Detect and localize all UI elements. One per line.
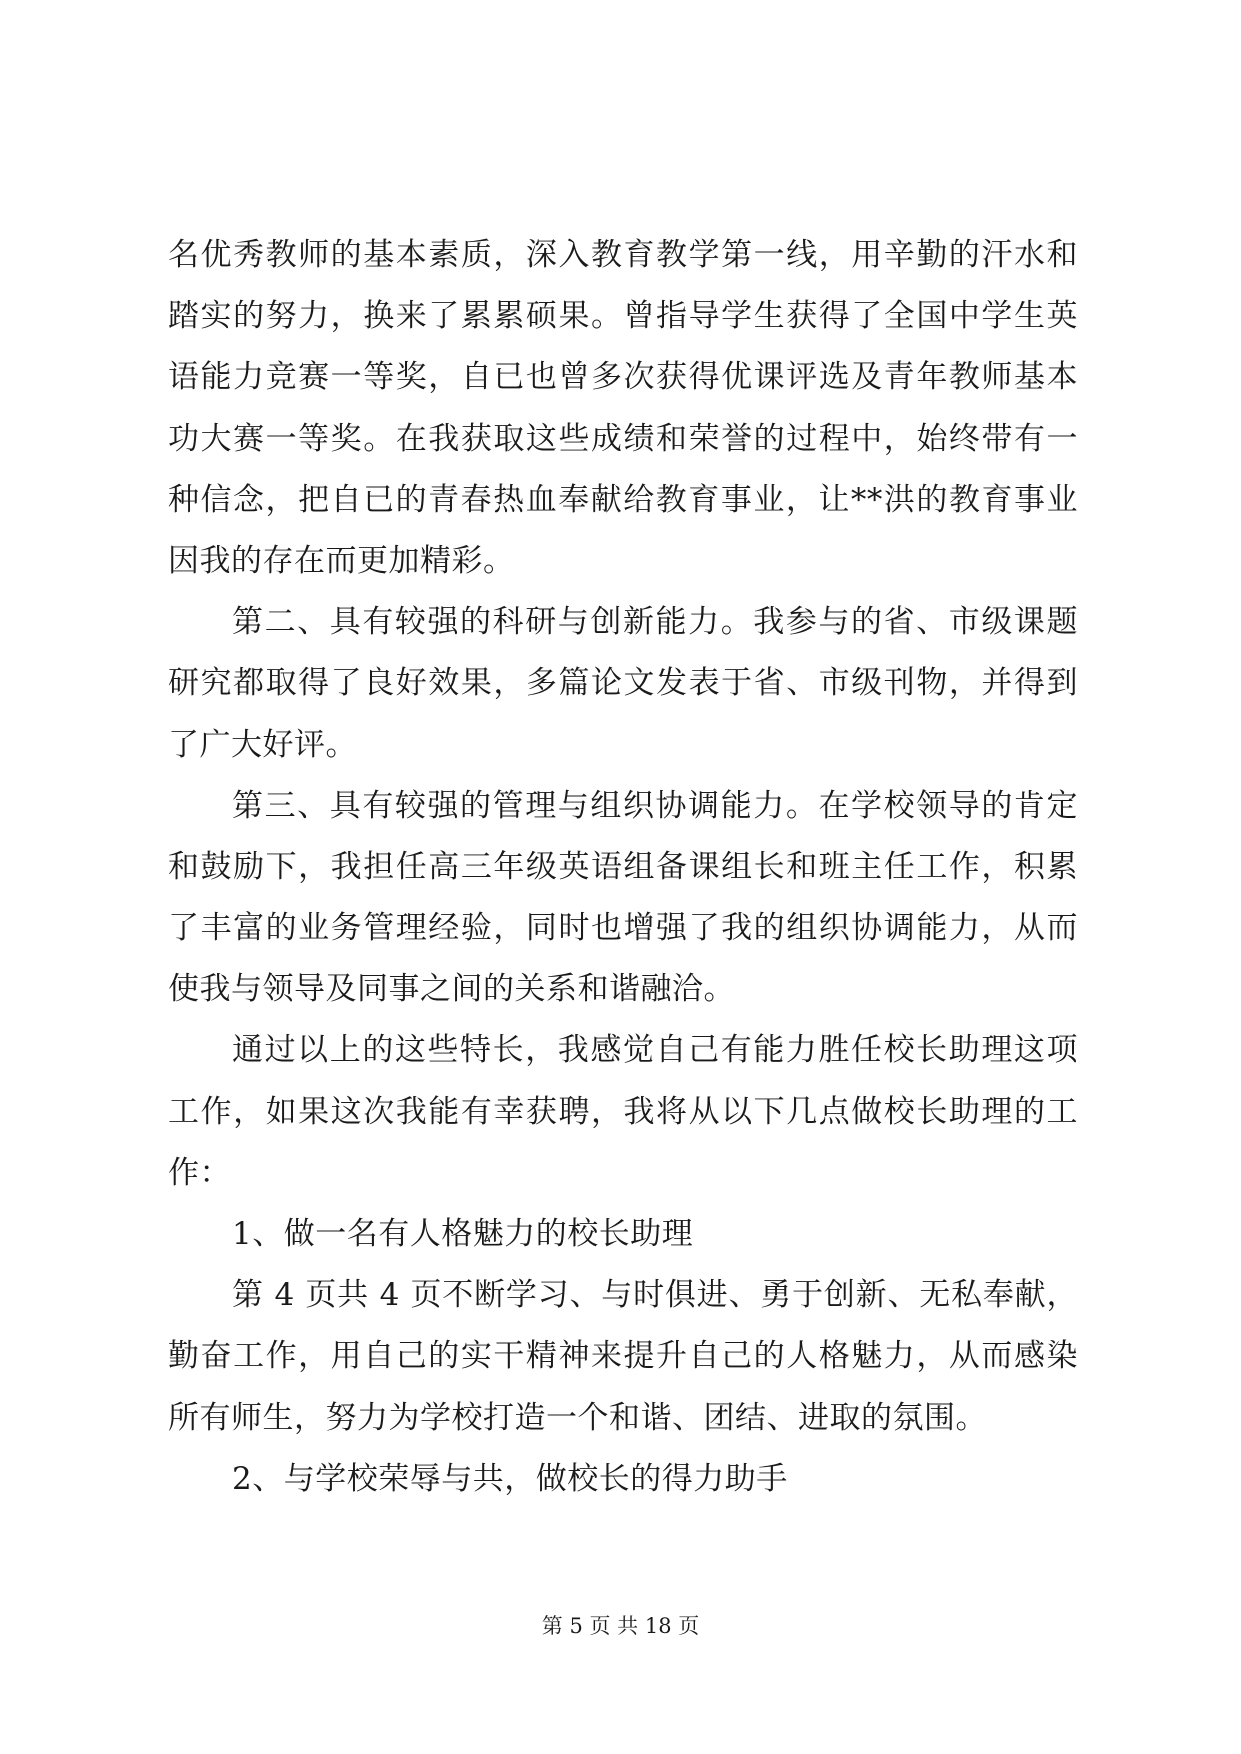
text-line: 了丰富的业务管理经验，同时也增强了我的组织协调能力，从而 — [168, 910, 1078, 947]
document-body — [168, 225, 1078, 1510]
text-line: 2、与学校荣辱与共，做校长的得力助手 — [232, 1460, 788, 1497]
text-line: 和鼓励下，我担任高三年级英语组备课组长和班主任工作，积累 — [168, 848, 1078, 885]
text-line: 通过以上的这些特长，我感觉自己有能力胜任校长助理这项 — [232, 1032, 1078, 1069]
text-line: 了广大好评。 — [168, 726, 357, 763]
text-line: 使我与领导及同事之间的关系和谐融洽。 — [168, 971, 735, 1008]
text-line: 1、做一名有人格魅力的校长助理 — [232, 1216, 694, 1252]
text-line: 因我的存在而更加精彩。 — [168, 542, 515, 579]
text-line: 语能力竞赛一等奖，自已也曾多次获得优课评选及青年教师基本 — [168, 359, 1078, 396]
text-line: 作： — [168, 1154, 231, 1191]
text-line: 第二、具有较强的科研与创新能力。我参与的省、市级课题 — [232, 604, 1078, 641]
text-line: 第三、具有较强的管理与组织协调能力。在学校领导的肯定 — [232, 787, 1078, 824]
text-line: 第 4 页共 4 页不断学习、与时俱进、勇于创新、无私奉献， — [232, 1277, 1078, 1314]
text-line: 工作，如果这次我能有幸获聘，我将从以下几点做校长助理的工 — [168, 1093, 1078, 1130]
text-line: 踏实的努力，换来了累累硕果。曾指导学生获得了全国中学生英 — [168, 298, 1078, 335]
text-line: 勤奋工作，用自己的实干精神来提升自己的人格魅力，从而感染 — [168, 1338, 1078, 1375]
text-line: 名优秀教师的基本素质，深入教育教学第一线，用辛勤的汗水和 — [168, 237, 1078, 273]
text-line: 种信念，把自已的青春热血奉献给教育事业，让**洪的教育事业 — [168, 481, 1078, 518]
text-line: 功大赛一等奖。在我获取这些成绩和荣誉的过程中，始终带有一 — [168, 420, 1078, 457]
text-line: 所有师生，努力为学校打造一个和谐、团结、进取的氛围。 — [168, 1399, 987, 1436]
page-footer: 第 5 页 共 18 页 — [541, 1614, 700, 1638]
text-line: 研究都取得了良好效果，多篇论文发表于省、市级刊物，并得到 — [168, 665, 1078, 702]
